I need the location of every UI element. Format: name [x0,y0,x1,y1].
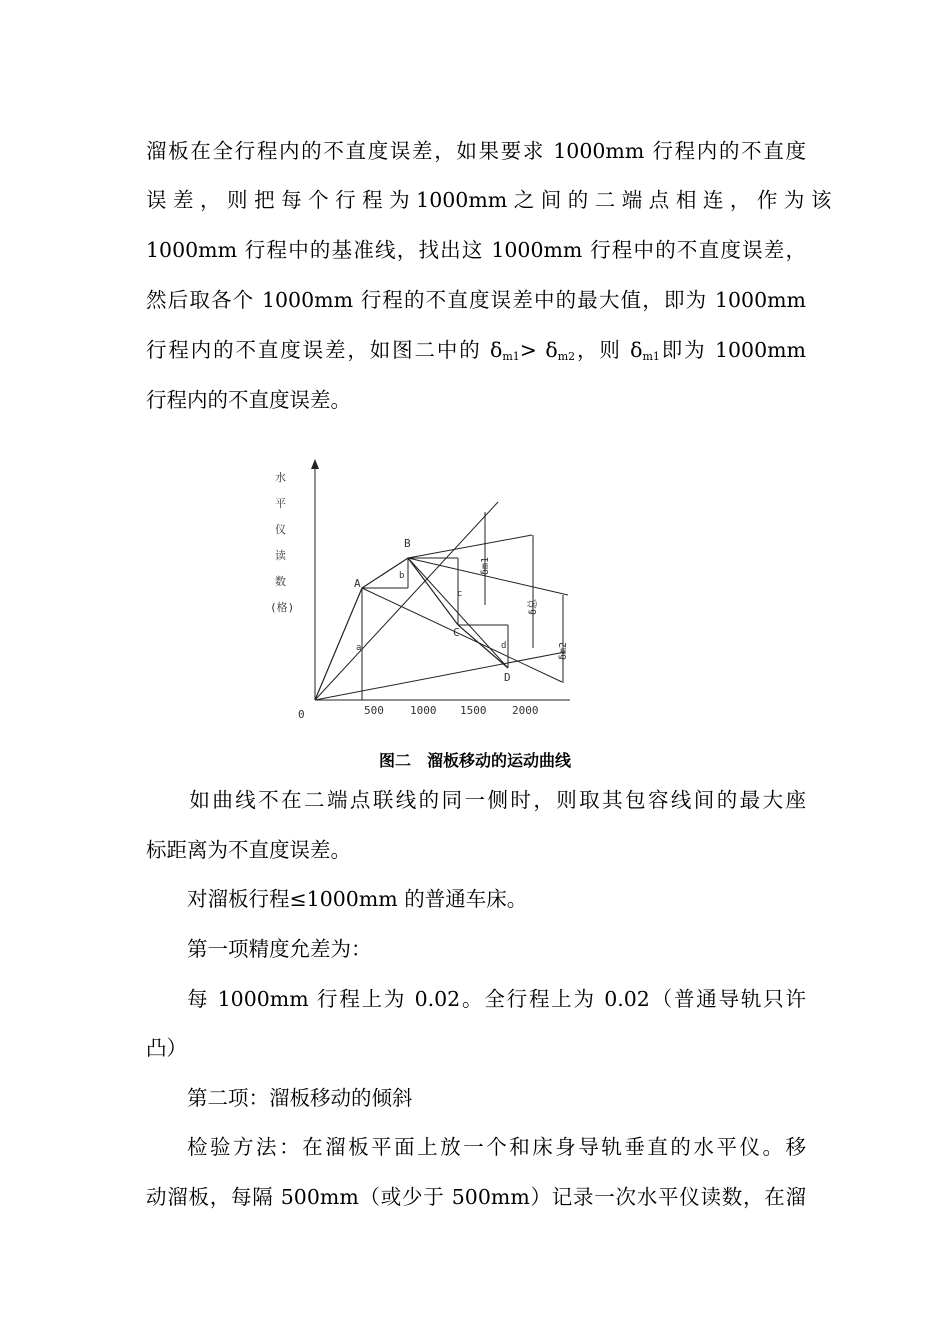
para1-line5-d: 即为 1000mm [659,338,806,362]
para1-line5-b: > δ [519,338,558,362]
para1-line4: 然后取各个 1000mm 行程的不直度误差中的最大值，即为 1000mm [146,288,806,312]
motion-curve-diagram [270,455,590,730]
delta-m2-sub: m2 [557,350,576,363]
point-b-label: B [404,537,411,550]
para6: 第二项：溜板移动的倾斜 [187,1086,413,1110]
para2-line1-text: 如曲线不在二端点联线的同一侧时，则取其包容线间的最大座 [187,788,806,812]
delta-m1-sub: m1 [502,350,520,363]
para1-line5-a: 行程内的不直度误差，如图二中的 δ [146,338,503,362]
x-tick-2000: 2000 [512,704,539,717]
y-label-2: 平 [275,497,286,510]
y-label-4: 读 [275,549,286,562]
para1-line2: 误 差 ， 则 把 每 个 行 程 为 1000mm 之 间 的 二 端 点 相 连 ， 作 为 该 [146,188,832,212]
para1-line1: 溜板在全行程内的不直度误差，如果要求 1000mm 行程内的不直度 [146,139,806,163]
x-tick-500: 500 [364,704,384,717]
point-a-label: A [354,577,361,590]
delta-m1-sub-2: m1 [642,350,660,363]
para7-line2: 动溜板，每隔 500mm（或少于 500mm）记录一次水平仪读数，在溜 [146,1185,806,1209]
segment-c-label: c [457,589,463,599]
para1-line3: 1000mm 行程中的基准线，找出这 1000mm 行程中的不直度误差， [146,238,806,262]
x-tick-1500: 1500 [460,704,487,717]
para2-line2: 标距离为不直度误差。 [146,838,351,862]
y-label-3: 仪 [275,523,286,536]
point-c-label: C [453,626,460,639]
y-axis-arrow [311,459,319,469]
line-b-upper [408,535,532,558]
origin-label: 0 [298,708,305,721]
para4: 第一项精度允差为： [187,937,372,961]
delta-total-label: δ总 [528,598,539,615]
para3: 对溜板行程≤1000mm 的普通车床。 [187,887,528,911]
y-label-1: 水 [275,471,286,484]
delta-m2-label: δm2 [558,641,569,660]
figure-caption: 图二 溜板移动的运动曲线 [378,751,571,770]
delta-m1-label: δm1 [480,556,491,575]
x-tick-1000: 1000 [410,704,437,717]
segment-b-label: b [399,571,405,581]
y-label-6: (格) [270,601,295,614]
segment-d-label: d [501,641,507,651]
para5-line1: 每 1000mm 行程上为 0.02。全行程上为 0.02（普通导轨只许 [187,987,806,1011]
motion-curve [315,558,508,700]
para1-line5-c: ，则 δ [575,338,643,362]
para1-line6: 行程内的不直度误差。 [146,388,351,412]
point-d-label: D [504,671,511,684]
para1-line5 [146,336,806,371]
para5-line2: 凸） [146,1036,187,1060]
para7-line1: 检验方法：在溜板平面上放一个和床身导轨垂直的水平仪。移 [187,1135,806,1159]
segment-a-label: a [356,643,362,653]
para2-line1 [146,786,806,814]
y-label-5: 数 [275,575,286,588]
